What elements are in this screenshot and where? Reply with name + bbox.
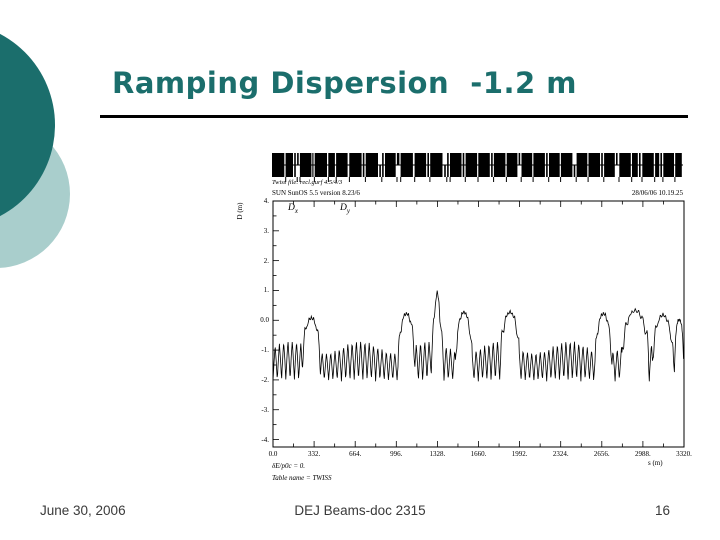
plot-header-datetime: 28/06/06 10.19.25 [631, 189, 683, 197]
y-tick-label: 3. [263, 226, 269, 235]
x-tick-label: 2324. [552, 450, 569, 458]
slide-title: Ramping Dispersion -1.2 m [112, 66, 578, 100]
plot-footnote-table: Table name = TWISS [272, 474, 332, 482]
x-tick-label: 996. [390, 450, 403, 458]
legend-entry-Dx: $D_x$ [288, 203, 298, 215]
plot-legend [288, 203, 350, 215]
x-tick-label: 1992. [511, 450, 528, 458]
x-tick-label: 2988. [635, 450, 651, 458]
plot-footnote-deltap: δE/p0c = 0. [272, 462, 306, 470]
twiss-file-line: Twiss file: recl.gurf 4.5/4/3 [272, 179, 343, 186]
y-tick-label: -1. [261, 346, 269, 355]
footer-page-number: 16 [654, 503, 670, 518]
x-tick-label: 1328. [429, 450, 446, 458]
x-tick-label: 0.0 [268, 450, 278, 458]
title-underline [100, 115, 688, 118]
dispersion-plot [272, 200, 685, 449]
y-tick-label: 4. [263, 197, 269, 205]
y-tick-label: 1. [263, 286, 269, 295]
x-tick-label: 2656. [593, 450, 610, 458]
corner-decoration [0, 0, 180, 300]
x-tick-label: 1660. [470, 450, 487, 458]
y-axis-title: D (m) [236, 202, 244, 220]
y-tick-label: 0.0 [260, 316, 269, 325]
footer-date: June 30, 2006 [40, 503, 126, 518]
y-tick-label: -4. [261, 435, 269, 444]
x-tick-label: 664. [349, 450, 362, 458]
x-axis-title: s (m) [648, 459, 663, 467]
footer-doc-number: DEJ Beams-doc 2315 [294, 503, 426, 518]
x-tick-label: 332. [307, 450, 321, 458]
legend-entry-Dy: $D_y$ [339, 203, 350, 215]
dispersion-figure [230, 145, 700, 497]
y-tick-label: -3. [261, 405, 269, 414]
plot-header-version: SUN SunOS 5.5 version 8.23/6 [272, 189, 360, 197]
y-tick-label: -2. [261, 375, 269, 384]
y-tick-label: 2. [263, 256, 269, 265]
x-tick-label: 3320. [676, 450, 692, 458]
